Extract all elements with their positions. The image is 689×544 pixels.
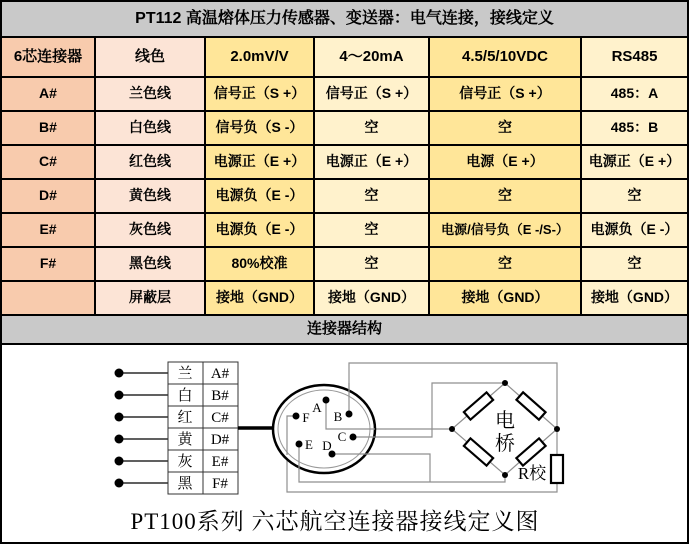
resistor	[464, 438, 493, 465]
wire-pin-label: B#	[211, 388, 229, 404]
wire-pin-label: E#	[211, 454, 229, 470]
table-cell: 兰色线	[96, 78, 204, 110]
wire-color-label: 黑	[177, 476, 193, 492]
wire-pin-label: C#	[211, 410, 229, 426]
table-cell: 信号正（S +）	[206, 78, 313, 110]
bridge-label-bottom: 桥	[495, 433, 515, 455]
table-cell: 空	[315, 180, 428, 212]
col-header-wire-color: 线色	[96, 38, 204, 76]
pin-e-dot	[296, 441, 303, 448]
table-cell: 空	[315, 112, 428, 144]
table-cell: 接地（GND）	[315, 282, 428, 314]
table-cell: 黑色线	[96, 248, 204, 280]
pin-b-label: B	[333, 409, 343, 424]
page-title: PT112 高温熔体压力传感器、变送器：电气连接，接线定义	[2, 2, 687, 36]
resistor	[464, 392, 493, 419]
table-cell: 电源正（E +）	[315, 146, 428, 178]
pin-f-dot	[293, 413, 300, 420]
table-cell: 电源负（E -）	[206, 214, 313, 246]
pin-d-label: D	[322, 438, 332, 453]
table-cell: 接地（GND）	[206, 282, 313, 314]
pin-c-label: C	[337, 429, 347, 444]
table-cell: C#	[2, 146, 94, 178]
table-cell: A#	[2, 78, 94, 110]
diagram-caption: PT100系列 六芯航空连接器接线定义图	[130, 509, 540, 534]
resistor	[516, 438, 545, 465]
table-cell: 信号负（S -）	[206, 112, 313, 144]
table-cell: 红色线	[96, 146, 204, 178]
table-cell: 485：A	[582, 78, 687, 110]
col-header-mvv: 2.0mV/V	[206, 38, 313, 76]
rcal-resistor	[551, 455, 563, 483]
table-cell: 空	[430, 180, 580, 212]
pin-c-dot	[350, 434, 357, 441]
table-cell: B#	[2, 112, 94, 144]
pin-a-label: A	[312, 400, 322, 415]
table-cell: 空	[430, 248, 580, 280]
table-cell: 电源正（E +）	[206, 146, 313, 178]
wire-color-label: 红	[177, 410, 193, 426]
table-cell	[2, 282, 94, 314]
wiring-table	[2, 2, 687, 343]
wire-pin-label: A#	[210, 366, 230, 382]
table-cell: 灰色线	[96, 214, 204, 246]
table-cell: 电源/信号负（E -/S-）	[430, 214, 580, 246]
table-cell: 空	[582, 180, 687, 212]
connector-structure-diagram	[2, 343, 687, 542]
table-cell: F#	[2, 248, 94, 280]
table-cell: 黄色线	[96, 180, 204, 212]
pin-f-label: F	[302, 410, 310, 425]
table-cell: 电源（E +）	[430, 146, 580, 178]
table-cell: 电源负（E -）	[206, 180, 313, 212]
table-cell: 信号正（S +）	[430, 78, 580, 110]
wire-color-label: 灰	[177, 454, 193, 470]
table-cell: 空	[430, 112, 580, 144]
pin-b-dot	[346, 411, 353, 418]
wire-color-label: 白	[177, 388, 193, 404]
col-header-vdc: 4.5/5/10VDC	[430, 38, 580, 76]
table-cell: 电源负（E -）	[582, 214, 687, 246]
rcal-label: R校	[517, 464, 547, 483]
table-cell: 空	[582, 248, 687, 280]
pin-e-label: E	[305, 437, 313, 452]
bridge-label-top: 电	[495, 410, 515, 432]
col-header-ma: 4～20mA	[315, 38, 428, 76]
pin-a-dot	[323, 397, 330, 404]
resistor	[516, 392, 545, 419]
table-cell: 信号正（S +）	[315, 78, 428, 110]
col-header-rs485: RS485	[582, 38, 687, 76]
wiring-schematic	[2, 345, 687, 542]
wire-pin-label: F#	[212, 476, 228, 492]
table-cell: 485：B	[582, 112, 687, 144]
table-cell: E#	[2, 214, 94, 246]
section-title-connector-structure: 连接器结构	[2, 316, 687, 343]
table-cell: D#	[2, 180, 94, 212]
wire-pin-label: D#	[210, 432, 230, 448]
table-cell: 屏蔽层	[96, 282, 204, 314]
table-cell: 空	[315, 214, 428, 246]
table-cell: 80%校准	[206, 248, 313, 280]
table-cell: 空	[315, 248, 428, 280]
wire-color-label: 兰	[177, 366, 193, 382]
wire-lead-dots	[115, 369, 124, 488]
wire-color-label: 黄	[177, 432, 193, 448]
table-cell: 接地（GND）	[582, 282, 687, 314]
table-cell: 接地（GND）	[430, 282, 580, 314]
table-cell: 电源正（E +）	[582, 146, 687, 178]
col-header-connector: 6芯连接器	[2, 38, 94, 76]
table-cell: 白色线	[96, 112, 204, 144]
wire-leads	[122, 373, 168, 483]
